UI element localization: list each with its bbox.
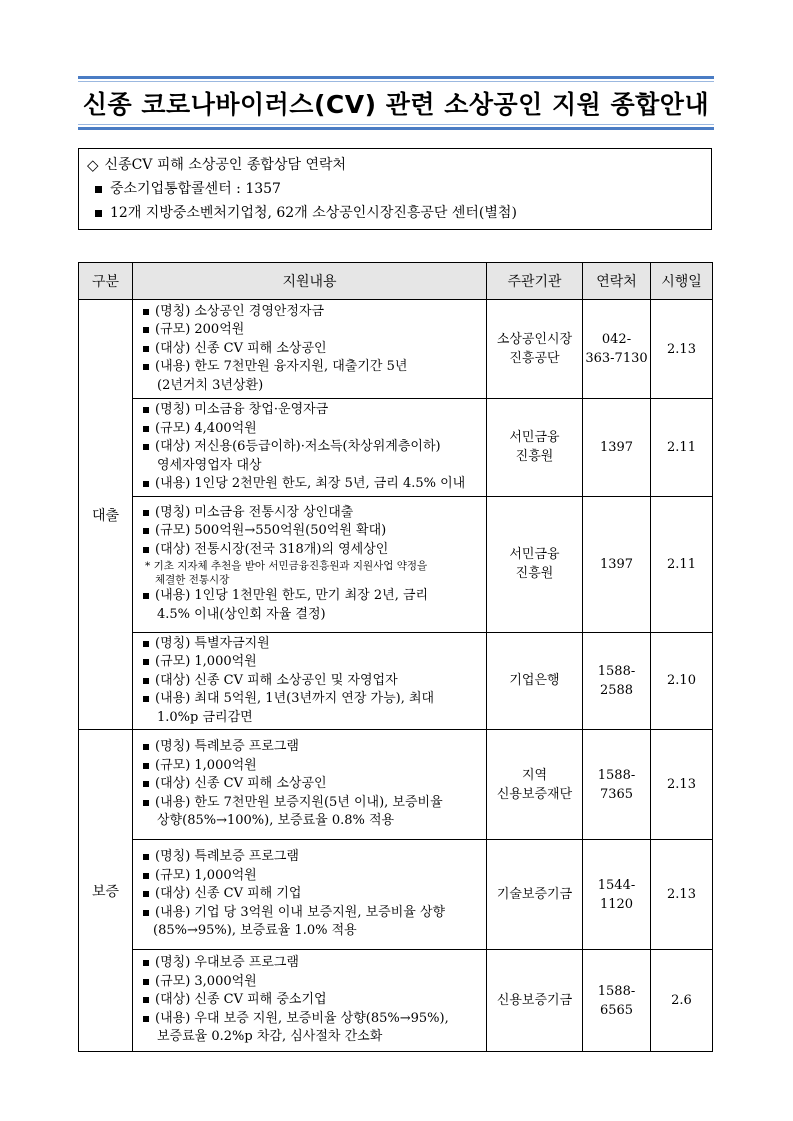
square-bullet-icon bbox=[143, 407, 149, 413]
phone-cell: 1588-2588 bbox=[583, 632, 651, 730]
square-bullet-icon bbox=[143, 426, 149, 432]
table-row bbox=[79, 950, 713, 1052]
date-cell: 2.10 bbox=[651, 632, 713, 730]
contact-heading bbox=[87, 153, 703, 177]
square-bullet-icon bbox=[143, 481, 149, 487]
square-bullet-icon bbox=[143, 364, 149, 370]
header-content: 지원내용 bbox=[133, 263, 487, 300]
header-date: 시행일 bbox=[651, 263, 713, 300]
date-cell: 2.6 bbox=[651, 950, 713, 1052]
contact-item bbox=[87, 177, 703, 201]
square-bullet-icon bbox=[143, 781, 149, 787]
agency-cell: 지역 신용보증재단 bbox=[487, 730, 583, 840]
phone-cell: 042- 363-7130 bbox=[583, 300, 651, 399]
table-row bbox=[79, 730, 713, 840]
diamond-icon: ◇ bbox=[87, 156, 99, 174]
support-content: (명칭) 특례보증 프로그램 (규모) 1,000억원 (대상) 신종 CV 피해 기업 (내용) 기업 당 3억원 이내 보증지원, 보증비율 상향 (85%→95%), 보증료율 1.0% 적용 bbox=[133, 840, 487, 950]
agency-cell: 서민금융 진흥원 bbox=[487, 496, 583, 632]
table-row bbox=[79, 632, 713, 730]
date-cell: 2.13 bbox=[651, 730, 713, 840]
contact-box bbox=[78, 148, 712, 230]
support-table bbox=[78, 262, 713, 1052]
contact-item bbox=[87, 201, 703, 225]
square-bullet-icon bbox=[95, 210, 102, 217]
support-content: (명칭) 소상공인 경영안정자금 (규모) 200억원 (대상) 신종 CV 피해 소상공인 (내용) 한도 7천만원 융자지원, 대출기간 5년 (2년거치 3년상환) bbox=[133, 300, 487, 399]
contact-heading-text: 신종CV 피해 소상공인 종합상담 연락처 bbox=[104, 157, 347, 173]
square-bullet-icon bbox=[143, 1016, 149, 1022]
category-loan: 대출 bbox=[79, 300, 133, 730]
date-cell: 2.13 bbox=[651, 300, 713, 399]
square-bullet-icon bbox=[143, 444, 149, 450]
square-bullet-icon bbox=[143, 528, 149, 534]
square-bullet-icon bbox=[143, 800, 149, 806]
page-title: 신종 코로나바이러스(CV) 관련 소상공인 지원 종합안내 bbox=[82, 90, 710, 119]
date-cell: 2.13 bbox=[651, 840, 713, 950]
table-row bbox=[79, 399, 713, 497]
support-content: (명칭) 특례보증 프로그램 (규모) 1,000억원 (대상) 신종 CV 피해 소상공인 (내용) 한도 7천만원 보증지원(5년 이내), 보증비율 상향(85%→100%), 보증료율 0.8% 적용 bbox=[133, 730, 487, 840]
category-guarantee: 보증 bbox=[79, 730, 133, 1052]
square-bullet-icon bbox=[143, 854, 149, 860]
square-bullet-icon bbox=[143, 910, 149, 916]
title-banner bbox=[78, 76, 714, 130]
square-bullet-icon bbox=[143, 960, 149, 966]
support-content: (명칭) 미소금융 전통시장 상인대출 (규모) 500억원→550억원(50억원 확대) (대상) 전통시장(전국 318개)의 영세상인 * 기초 지자체 추천을 받아 서민금융진흥원과 지원사업 약정을 체결한 전통시장 (내용) 1인당 1천만원 한도, 만기 최장 2년, 금리 4.5% 이내(상인회 자율 결정) bbox=[133, 496, 487, 632]
contact-item-text: 중소기업통합콜센터 : 1357 bbox=[110, 181, 281, 197]
support-content: (명칭) 미소금융 창업·운영자금 (규모) 4,400억원 (대상) 저신용(6등급이하)·저소득(차상위계층이하) 영세자영업자 대상 (내용) 1인당 2천만원 한도, 최장 5년, 금리 4.5% 이내 bbox=[133, 399, 487, 497]
phone-cell: 1588-6565 bbox=[583, 950, 651, 1052]
agency-cell: 신용보증기금 bbox=[487, 950, 583, 1052]
table-row bbox=[79, 840, 713, 950]
square-bullet-icon bbox=[143, 678, 149, 684]
header-agency: 주관기관 bbox=[487, 263, 583, 300]
square-bullet-icon bbox=[95, 186, 102, 193]
contact-item-text: 12개 지방중소벤처기업청, 62개 소상공인시장진흥공단 센터(별첨) bbox=[110, 205, 517, 221]
table-row bbox=[79, 496, 713, 632]
square-bullet-icon bbox=[143, 547, 149, 553]
square-bullet-icon bbox=[143, 979, 149, 985]
square-bullet-icon bbox=[143, 510, 149, 516]
phone-cell: 1397 bbox=[583, 399, 651, 497]
square-bullet-icon bbox=[143, 873, 149, 879]
agency-cell: 기업은행 bbox=[487, 632, 583, 730]
phone-cell: 1397 bbox=[583, 496, 651, 632]
date-cell: 2.11 bbox=[651, 399, 713, 497]
square-bullet-icon bbox=[143, 641, 149, 647]
header-phone: 연락처 bbox=[583, 263, 651, 300]
square-bullet-icon bbox=[143, 763, 149, 769]
footnote: * 기초 지자체 추천을 받아 서민금융진흥원과 지원사업 약정을 bbox=[145, 560, 428, 573]
header-category: 구분 bbox=[79, 263, 133, 300]
square-bullet-icon bbox=[143, 696, 149, 702]
square-bullet-icon bbox=[143, 659, 149, 665]
square-bullet-icon bbox=[143, 593, 149, 599]
square-bullet-icon bbox=[143, 744, 149, 750]
square-bullet-icon bbox=[143, 346, 149, 352]
square-bullet-icon bbox=[143, 309, 149, 315]
date-cell: 2.11 bbox=[651, 496, 713, 632]
table-header-row bbox=[79, 263, 713, 300]
phone-cell: 1544-1120 bbox=[583, 840, 651, 950]
support-content: (명칭) 특별자금지원 (규모) 1,000억원 (대상) 신종 CV 피해 소상공인 및 자영업자 (내용) 최대 5억원, 1년(3년까지 연장 가능), 최대 1.0%p 금리감면 bbox=[133, 632, 487, 730]
square-bullet-icon bbox=[143, 997, 149, 1003]
agency-cell: 기술보증기금 bbox=[487, 840, 583, 950]
square-bullet-icon bbox=[143, 327, 149, 333]
table-row bbox=[79, 300, 713, 399]
phone-cell: 1588-7365 bbox=[583, 730, 651, 840]
support-content: (명칭) 우대보증 프로그램 (규모) 3,000억원 (대상) 신종 CV 피해 중소기업 (내용) 우대 보증 지원, 보증비율 상향(85%→95%), 보증료율 0.2%p 차감, 심사절차 간소화 bbox=[133, 950, 487, 1052]
square-bullet-icon bbox=[143, 891, 149, 897]
agency-cell: 서민금융 진흥원 bbox=[487, 399, 583, 497]
agency-cell: 소상공인시장 진흥공단 bbox=[487, 300, 583, 399]
